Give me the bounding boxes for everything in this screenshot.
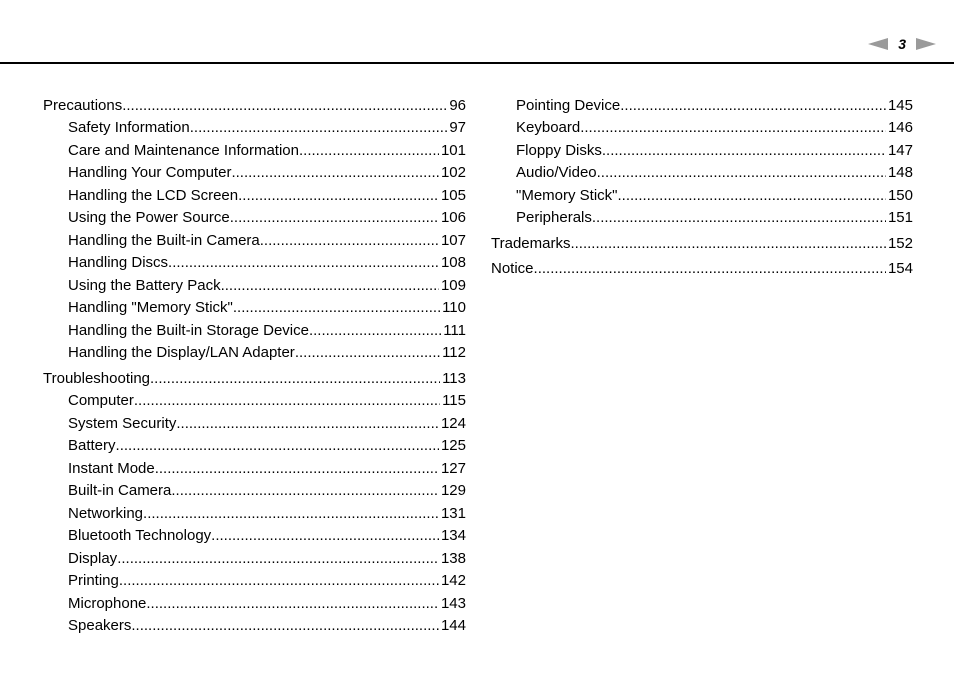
toc-entry[interactable] [43, 435, 466, 458]
toc-entry-label: Troubleshooting [43, 369, 151, 387]
toc-entry-page-number: 150 [887, 186, 913, 204]
dot-leader [260, 230, 439, 252]
toc-entry-label: Keyboard [516, 119, 581, 136]
toc-entry[interactable] [43, 457, 466, 480]
toc-entry-page-number: 109 [440, 276, 466, 294]
dot-leader [309, 320, 441, 342]
toc-entry[interactable] [491, 162, 913, 185]
toc-entry-label: Precautions [43, 96, 123, 114]
toc-entry-label: Safety Information [68, 119, 190, 136]
toc-section-entry[interactable] [491, 258, 913, 281]
dot-leader [592, 207, 886, 229]
toc-entry[interactable] [43, 117, 466, 140]
dot-leader [620, 95, 886, 117]
next-page-arrow-icon[interactable] [916, 38, 936, 50]
toc-entry-page-number: 145 [887, 96, 913, 114]
toc-entry-label: Handling the Built-in Storage Device [68, 321, 309, 339]
toc-entry-label: Using the Power Source [68, 209, 230, 226]
toc-entry-page-number: 134 [440, 527, 466, 544]
toc-entry-label: Using the Battery Pack [68, 276, 221, 294]
toc-entry[interactable] [43, 525, 466, 548]
toc-entry-label: Floppy Disks [516, 141, 602, 159]
dot-leader [597, 162, 886, 184]
dot-leader [570, 233, 886, 255]
toc-entry-page-number: 112 [442, 344, 466, 361]
toc-entry[interactable] [43, 342, 466, 365]
toc-entry-label: System Security [68, 414, 177, 432]
toc-entry[interactable] [43, 252, 466, 275]
toc-entry-label: Instant Mode [68, 459, 155, 477]
toc-entry[interactable] [43, 162, 466, 185]
toc-entry-page-number: 127 [440, 459, 466, 477]
toc-entry[interactable] [43, 570, 466, 593]
page-navigation [868, 36, 936, 52]
toc-entry-label: Microphone [68, 594, 147, 612]
dot-leader [155, 458, 439, 480]
dot-leader [143, 503, 439, 525]
dot-leader [117, 548, 439, 570]
toc-entry-label: Notice [491, 260, 534, 277]
toc-entry-page-number: 102 [440, 164, 466, 181]
toc-entry-page-number: 129 [440, 482, 466, 499]
toc-entry[interactable] [43, 502, 466, 525]
toc-entry[interactable] [43, 184, 466, 207]
dot-leader [233, 297, 440, 319]
toc-entry-page-number: 111 [443, 321, 466, 339]
toc-entry[interactable] [43, 229, 466, 252]
toc-entry-page-number: 97 [449, 119, 466, 136]
toc-entry[interactable] [43, 207, 466, 230]
toc-entry[interactable] [43, 297, 466, 320]
toc-entry[interactable] [43, 139, 466, 162]
page-header [0, 0, 954, 64]
toc-entry[interactable] [43, 274, 466, 297]
dot-leader [618, 185, 886, 207]
toc-entry-label: Handling Your Computer [68, 164, 232, 181]
toc-entry-label: Networking [68, 504, 144, 522]
toc-entry-label: Built-in Camera [68, 482, 172, 499]
toc-entry[interactable] [491, 94, 913, 117]
previous-page-arrow-icon[interactable] [868, 38, 888, 50]
toc-entry-label: Computer [68, 392, 134, 409]
toc-entry-page-number: 144 [440, 617, 466, 634]
toc-entry-page-number: 115 [442, 392, 466, 409]
dot-leader [146, 593, 439, 615]
dot-leader [230, 207, 439, 229]
toc-entry-page-number: 124 [440, 414, 466, 432]
toc-entry-page-number: 148 [887, 164, 913, 181]
dot-leader [211, 525, 439, 547]
toc-entry-page-number: 147 [887, 141, 913, 159]
dot-leader [602, 140, 886, 162]
toc-entry-page-number: 110 [442, 299, 466, 316]
dot-leader [299, 140, 439, 162]
toc-entry-page-number: 151 [887, 209, 913, 226]
toc-entry-page-number: 138 [440, 549, 466, 567]
toc-entry-label: Display [68, 549, 118, 567]
dot-leader [534, 258, 886, 280]
toc-entry-page-number: 154 [887, 260, 913, 277]
toc-entry-page-number: 142 [440, 572, 466, 589]
dot-leader [176, 413, 439, 435]
toc-entry-page-number: 125 [440, 437, 466, 454]
dot-leader [116, 435, 439, 457]
dot-leader [221, 275, 439, 297]
toc-entry-page-number: 105 [440, 186, 466, 204]
toc-section-entry[interactable] [491, 232, 913, 255]
dot-leader [131, 615, 439, 637]
dot-leader [150, 368, 440, 390]
toc-entry-page-number: 143 [440, 594, 466, 612]
toc-entry-label: "Memory Stick" [516, 186, 618, 204]
toc-entry-label: Handling Discs [68, 254, 169, 271]
dot-leader [238, 185, 439, 207]
toc-entry-page-number: 152 [887, 234, 913, 252]
toc-right-column [491, 94, 913, 280]
page-number: 3 [898, 36, 906, 52]
toc-entry[interactable] [491, 184, 913, 207]
toc-entry-label: Speakers [68, 617, 132, 634]
toc-entry[interactable] [43, 390, 466, 413]
dot-leader [190, 117, 448, 139]
toc-entry-label: Handling the LCD Screen [68, 186, 239, 204]
dot-leader [580, 117, 886, 139]
toc-entry-label: Trademarks [491, 234, 571, 252]
toc-entry-page-number: 108 [440, 254, 466, 271]
toc-entry[interactable] [43, 592, 466, 615]
toc-entry-page-number: 146 [887, 119, 913, 136]
toc-entry-label: Care and Maintenance Information [68, 141, 299, 159]
toc-entry-page-number: 113 [442, 369, 466, 387]
toc-section-entry[interactable] [43, 94, 466, 117]
toc-entry-page-number: 96 [449, 96, 466, 114]
toc-entry-label: Pointing Device [516, 96, 621, 114]
toc-entry-label: Bluetooth Technology [68, 527, 212, 544]
toc-entry-page-number: 101 [440, 141, 466, 159]
toc-entry[interactable] [491, 139, 913, 162]
toc-entry-label: Handling the Built-in Camera [68, 231, 260, 249]
dot-leader [122, 95, 447, 117]
toc-left-column [43, 94, 466, 637]
toc-entry[interactable] [43, 547, 466, 570]
dot-leader [231, 162, 439, 184]
toc-entry[interactable] [43, 615, 466, 638]
toc-entry[interactable] [43, 480, 466, 503]
toc-entry-label: Handling the Display/LAN Adapter [68, 344, 295, 361]
toc-entry-label: Handling "Memory Stick" [68, 299, 233, 316]
toc-entry-label: Audio/Video [516, 164, 597, 181]
toc-entry[interactable] [43, 412, 466, 435]
dot-leader [168, 252, 439, 274]
toc-entry-label: Printing [68, 572, 119, 589]
toc-entry-label: Battery [68, 437, 116, 454]
toc-entry-page-number: 106 [440, 209, 466, 226]
toc-entry[interactable] [491, 207, 913, 230]
toc-entry-label: Peripherals [516, 209, 592, 226]
toc-entry-page-number: 107 [440, 231, 466, 249]
dot-leader [171, 480, 439, 502]
header-divider [0, 62, 954, 64]
dot-leader [134, 390, 440, 412]
toc-entry[interactable] [43, 319, 466, 342]
dot-leader [295, 342, 440, 364]
toc-section-entry[interactable] [43, 367, 466, 390]
toc-entry-page-number: 131 [440, 504, 466, 522]
dot-leader [119, 570, 439, 592]
toc-entry[interactable] [491, 117, 913, 140]
